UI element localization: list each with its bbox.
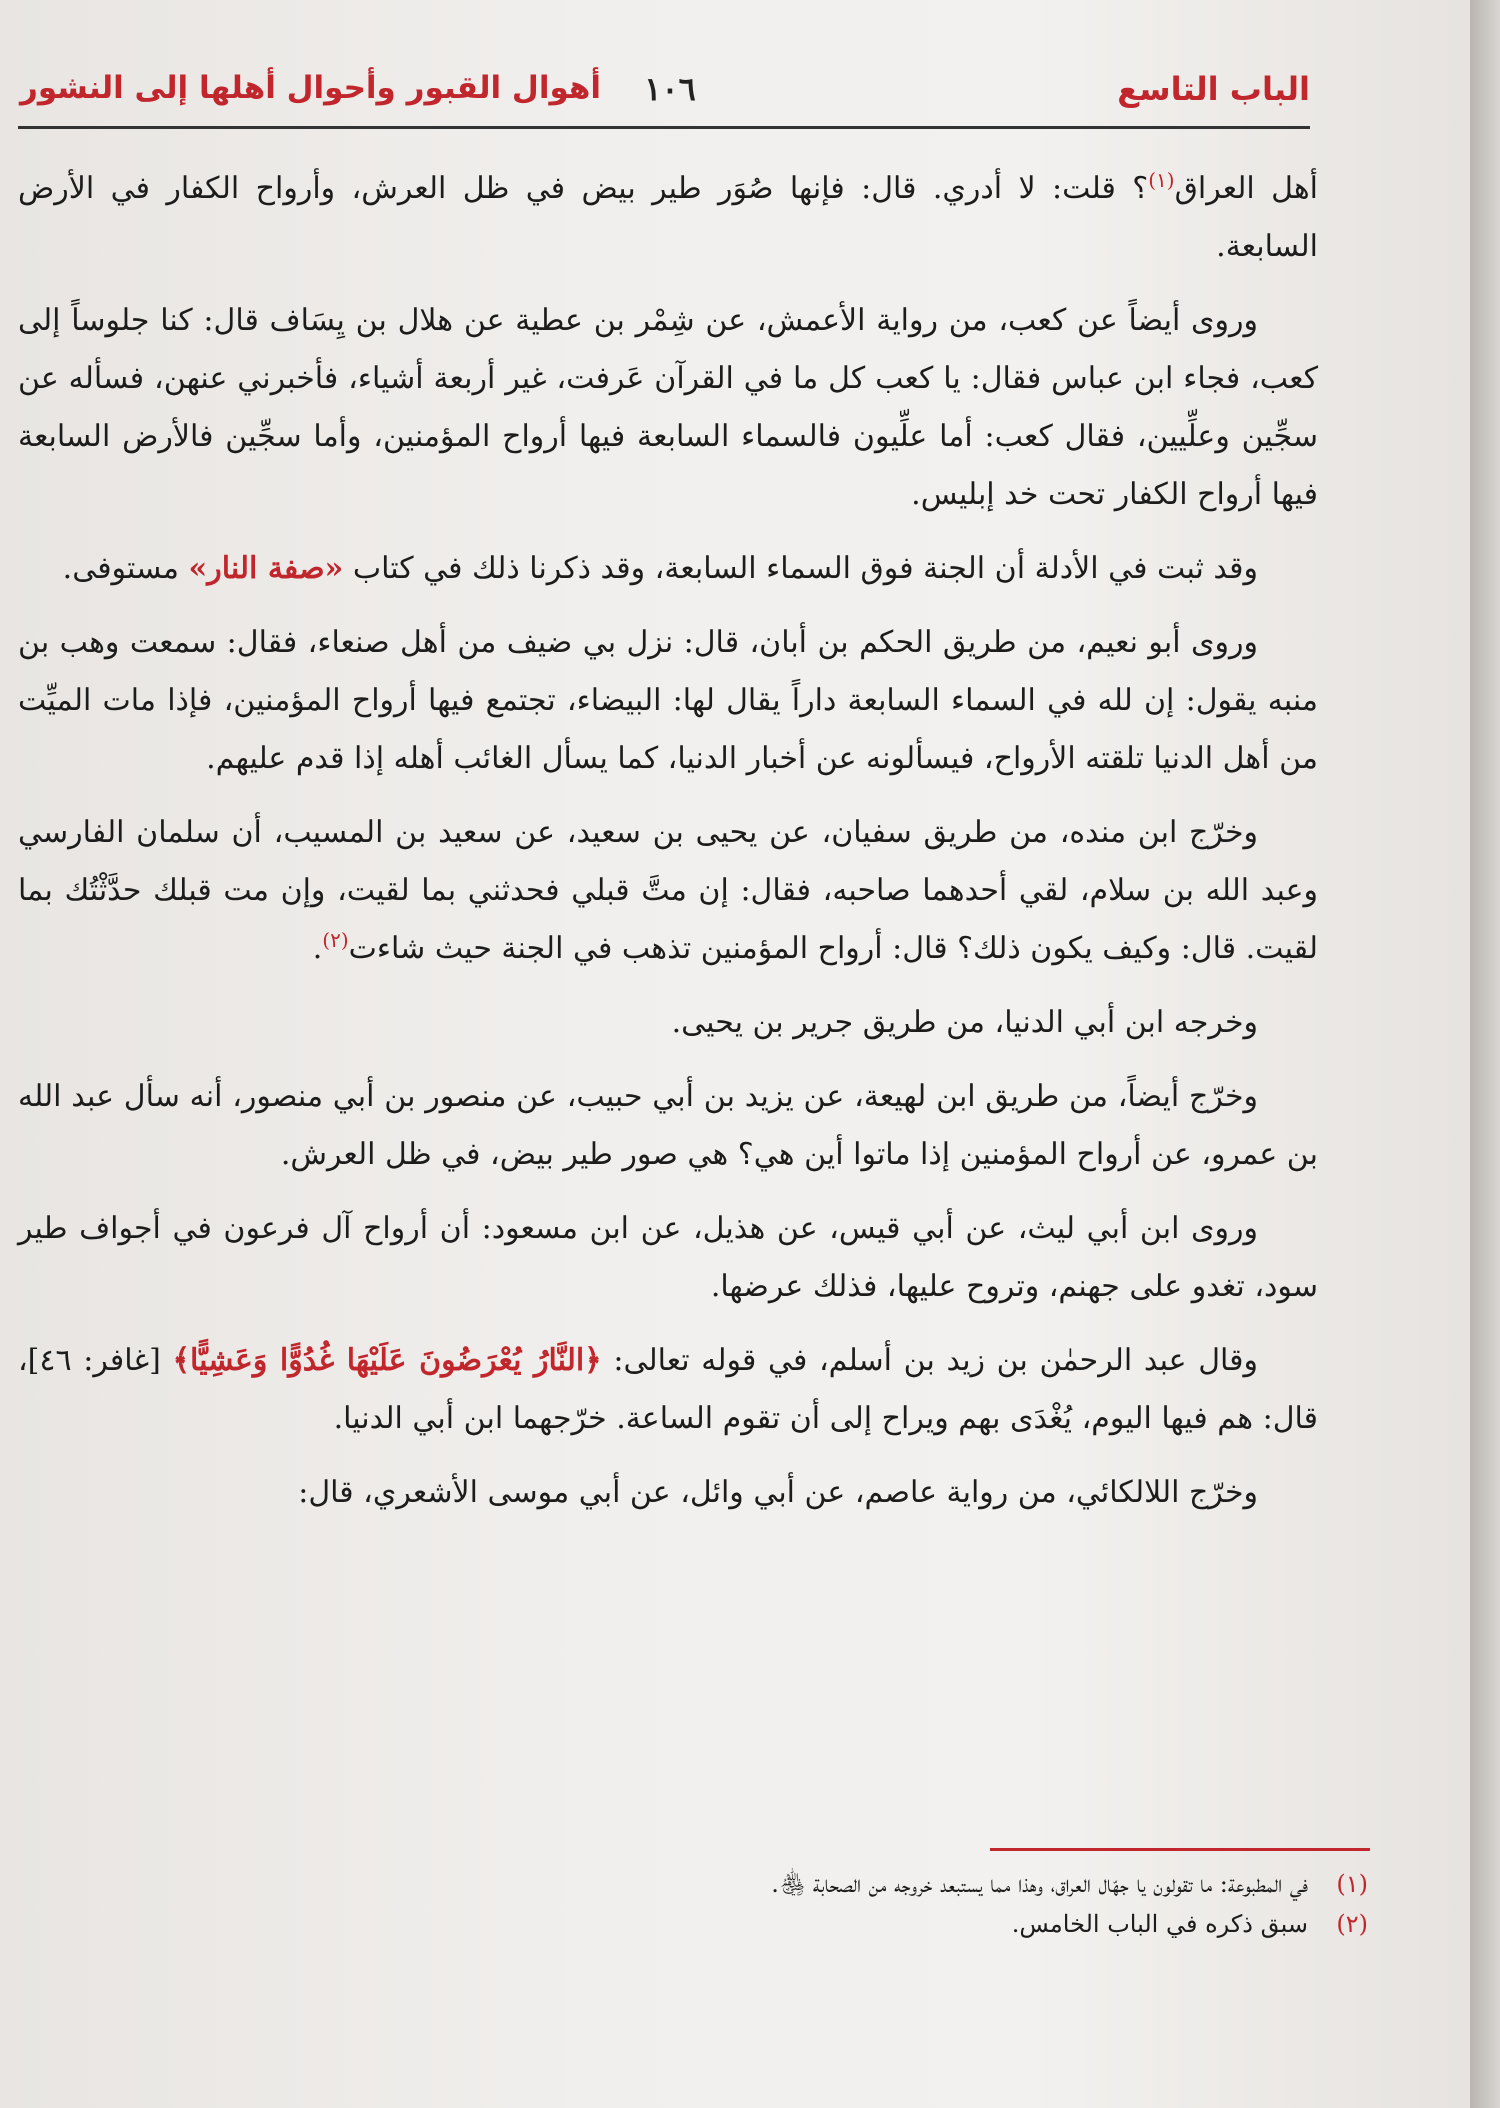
footnote-marker-1: (١) — [1148, 168, 1175, 192]
section-heading: أهوال القبور وأحوال أهلها إلى النشور — [20, 70, 602, 106]
paragraph-text: وخرّج ابن منده، من طريق سفيان، عن يحيى بن سعيد، عن سعيد بن المسيب، أن سلمان الفارسي وعبد الله بن سلام، لقي أحدهما صاحبه، فقال: إن متَّ قبلي فحدثني بما لقيت، وإن مت قبلك حدَّثْتُك بما لقيت. قال: وكيف يكون ذلك؟ قال: أرواح المؤمنين تذهب في الجنة حيث شاءت — [18, 815, 1318, 966]
main-text — [18, 160, 1318, 1538]
paragraph-1 — [18, 160, 1318, 276]
paragraph-text: ؟ قلت: لا أدري. قال: فإنها صُوَر طير بيض في ظل العرش، وأرواح الكفار في الأرض السابعة. — [18, 171, 1318, 264]
paragraph-text: وقد ثبت في الأدلة أن الجنة فوق السماء السابعة، وقد ذكرنا ذلك في كتاب — [343, 551, 1258, 586]
paragraph-5 — [18, 804, 1318, 978]
paragraph-text: مستوفى. — [62, 551, 189, 586]
footnote-text: في المطبوعة: ما تقولون يا جهّال العراق، وهذا مما يستبعد خروجه من الصحابة ﵃. — [771, 1870, 1308, 1898]
paragraph-3 — [18, 540, 1318, 598]
footnotes — [18, 1864, 1368, 1944]
paragraph-text: [غافر: ٤٦]، قال: هم فيها اليوم، يُغْدَى بهم ويراح إلى أن تقوم الساعة. خرّجهما ابن أبي الدنيا. — [18, 1343, 1318, 1436]
footnote-number: (٢) — [1336, 1910, 1368, 1938]
paragraph-9 — [18, 1332, 1318, 1448]
footnote-marker-2: (٢) — [322, 928, 349, 952]
footnote-1 — [18, 1864, 1368, 1904]
chapter-heading: الباب التاسع — [1117, 70, 1310, 108]
footnote-text: سبق ذكره في الباب الخامس. — [1011, 1910, 1308, 1938]
paragraph-6: وخرجه ابن أبي الدنيا، من طريق جرير بن يحيى. — [671, 1005, 1258, 1040]
page-number: ١٠٦ — [644, 70, 696, 108]
paragraph-text: وقال عبد الرحمٰن بن زيد بن أسلم، في قوله تعالى: — [601, 1343, 1258, 1378]
footnote-divider — [990, 1848, 1370, 1851]
paragraph-7: وخرّج أيضاً، من طريق ابن لهيعة، عن يزيد بن أبي حبيب، عن منصور بن أبي منصور، أنه سأل عبد الله بن عمرو، عن أرواح المؤمنين إذا ماتوا أين هي؟ هي صور طير بيض، في ظل العرش. — [18, 1079, 1318, 1172]
book-binding-edge — [1470, 0, 1500, 2108]
paragraph-8: وروى ابن أبي ليث، عن أبي قيس، عن هذيل، عن ابن مسعود: أن أرواح آل فرعون في أجواف طير سود، تغدو على جهنم، وتروح عليها، فذلك عرضها. — [18, 1211, 1318, 1304]
book-title-highlight: «صفة النار» — [188, 551, 344, 586]
paragraph-2: وروى أيضاً عن كعب، من رواية الأعمش، عن شِمْر بن عطية عن هلال بن يِسَاف قال: كنا جلوساً إلى كعب، فجاء ابن عباس فقال: يا كعب كل ما في القرآن عَرفت، غير أربعة أشياء، فأخبرني عنهن، فسأله عن سجِّين وعلِّيين، فقال كعب: أما علِّيون فالسماء السابعة فيها أرواح المؤمنين، وأما سجِّين فالأرض السابعة فيها أرواح الكفار تحت خد إبليس. — [18, 303, 1318, 512]
paragraph-4: وروى أبو نعيم، من طريق الحكم بن أبان، قال: نزل بي ضيف من أهل صنعاء، فقال: سمعت وهب بن منبه يقول: إن لله في السماء السابعة داراً يقال لها: البيضاء، تجتمع فيها أرواح المؤمنين، فإذا مات الميِّت من أهل الدنيا تلقته الأرواح، فيسألونه عن أخبار الدنيا، كما يسأل الغائب أهله إذا قدم عليهم. — [18, 625, 1318, 776]
paragraph-text: أهل العراق — [1174, 171, 1318, 206]
page-header — [20, 70, 1310, 130]
paragraph-text: . — [312, 931, 323, 966]
footnote-number: (١) — [1336, 1870, 1368, 1898]
header-divider — [18, 126, 1310, 129]
paragraph-10: وخرّج اللالكائي، من رواية عاصم، عن أبي وائل، عن أبي موسى الأشعري، قال: — [298, 1475, 1258, 1510]
quran-verse: ﴿النَّارُ يُعْرَضُونَ عَلَيْهَا غُدُوًّا وَعَشِيًّا﴾ — [172, 1343, 602, 1378]
footnote-2 — [18, 1904, 1368, 1944]
